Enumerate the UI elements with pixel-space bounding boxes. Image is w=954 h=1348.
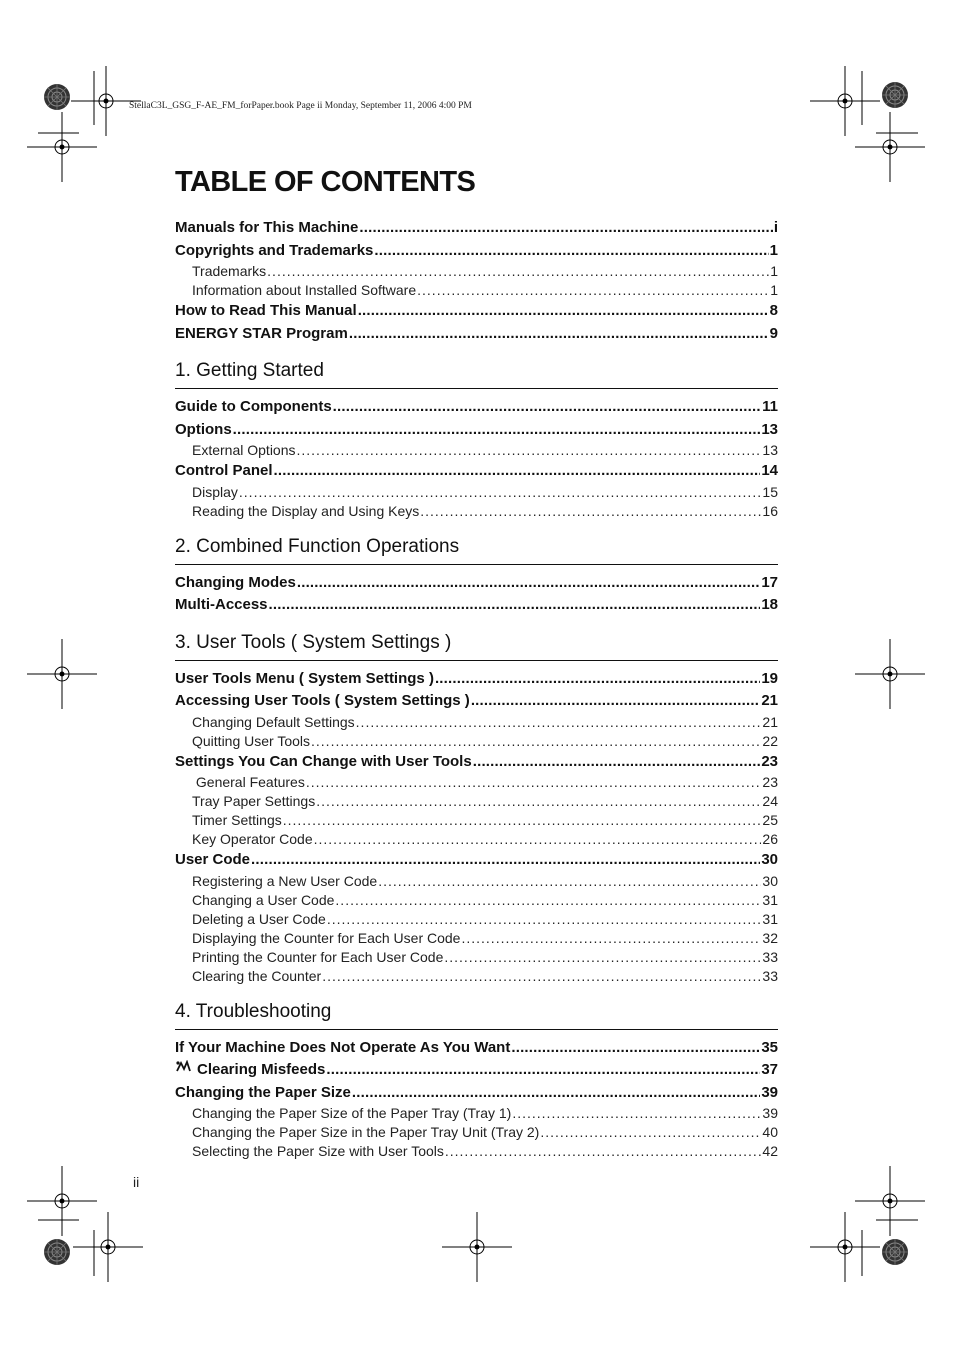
- page-title: TABLE OF CONTENTS: [175, 166, 476, 198]
- toc-entry-title: Settings You Can Change with User Tools: [175, 752, 472, 770]
- toc-page-number: 24: [762, 793, 778, 809]
- toc-entry-title: ENERGY STAR Program: [175, 324, 348, 342]
- toc-page-number: 9: [769, 324, 778, 342]
- toc-page-number: 33: [762, 948, 778, 965]
- toc-entry-title: Quitting User Tools: [192, 732, 311, 749]
- toc-entry-title: Changing the Paper Size: [175, 1083, 351, 1101]
- toc-entry-title: Deleting a User Code: [192, 910, 326, 927]
- toc-page-number: 18: [761, 596, 778, 613]
- toc-entry-title: Displaying the Counter for Each User Code: [192, 929, 461, 946]
- toc-page-number: 16: [762, 502, 778, 519]
- chapter-heading[interactable]: 4. Troubleshooting: [175, 1001, 778, 1030]
- toc-entry-title: Key Operator Code: [192, 831, 313, 847]
- toc-page-number: 25: [762, 812, 778, 828]
- toc-entry-title: External Options: [192, 442, 296, 458]
- toc-page-number: 31: [762, 891, 778, 908]
- toc-entry-title: Changing Modes: [175, 573, 296, 591]
- toc-page-number: 31: [762, 910, 778, 927]
- toc-entry-title: Changing a User Code: [192, 891, 335, 908]
- chapter-heading[interactable]: 3. User Tools ( System Settings ): [175, 632, 778, 661]
- toc-entry-title: Timer Settings: [192, 812, 282, 828]
- toc-entry-title: Manuals for This Machine: [175, 219, 359, 236]
- toc-entry-title: Printing the Counter for Each User Code: [192, 948, 444, 965]
- toc-page-number: 35: [761, 1038, 778, 1056]
- toc-entry-title: Guide to Components: [175, 398, 332, 415]
- toc-page-number: 1: [770, 263, 778, 279]
- toc-entry-title: General Features: [192, 774, 305, 790]
- toc-entry-title: If Your Machine Does Not Operate As You Want: [175, 1038, 511, 1056]
- toc-entry-title: How to Read This Manual: [175, 302, 357, 319]
- toc-entry-title: Changing the Paper Size in the Paper Tray Unit (Tray 2): [192, 1124, 540, 1140]
- toc-page-number: 40: [762, 1124, 778, 1140]
- toc-entry-title: Multi-Access: [175, 596, 268, 613]
- toc-entry-title: Changing Default Settings: [192, 713, 355, 730]
- toc-page-number: 11: [762, 398, 778, 415]
- toc-entry-title: Reading the Display and Using Keys: [192, 502, 420, 519]
- toc-page-number: 26: [762, 831, 778, 847]
- toc-page-number: 39: [762, 1105, 778, 1121]
- toc-page-number: 23: [761, 752, 778, 770]
- toc-page-number: 1: [769, 241, 778, 259]
- toc-page-number: 30: [762, 872, 778, 889]
- toc-entry-title: Options: [175, 420, 232, 438]
- chapter-heading[interactable]: 1. Getting Started: [175, 360, 778, 389]
- toc-entry-title: User Tools Menu ( System Settings ): [175, 669, 434, 687]
- crop-marks-bottom-left: [27, 1166, 143, 1282]
- page-number: ii: [133, 1174, 140, 1190]
- toc-page-number: 39: [761, 1083, 778, 1101]
- toc-entry-title: Selecting the Paper Size with User Tools: [192, 1143, 444, 1159]
- toc-page-number: 14: [761, 462, 778, 479]
- toc-page-number: i: [773, 219, 778, 236]
- crop-marks-top-right: [810, 66, 925, 182]
- toc-page-number: 33: [762, 967, 778, 984]
- toc-entry-title: User Code: [175, 851, 251, 868]
- toc-page-number: 19: [761, 669, 778, 687]
- toc-entry-title: Clearing the Counter: [192, 967, 322, 984]
- toc-entry-title: Clearing Misfeeds: [197, 1061, 326, 1078]
- crop-marks-top-left: [27, 66, 141, 182]
- toc-entry-title: Copyrights and Trademarks: [175, 241, 374, 259]
- toc-page-number: 8: [769, 302, 778, 319]
- toc-page-number: 42: [762, 1143, 778, 1159]
- crop-marks-middle: [27, 639, 925, 709]
- toc-page-number: 23: [762, 774, 778, 790]
- toc-page-number: 15: [762, 483, 778, 500]
- toc-page-number: 32: [762, 929, 778, 946]
- toc-entry-title: Changing the Paper Size of the Paper Tray (Tray 1): [192, 1105, 512, 1121]
- toc-entry-title: Information about Installed Software: [192, 282, 417, 298]
- toc-entry-title: Control Panel: [175, 462, 273, 479]
- toc-page-number: 22: [762, 732, 778, 749]
- toc-page-number: 21: [762, 713, 778, 730]
- toc-page-number: 13: [761, 420, 778, 438]
- toc-entry-title: Trademarks: [192, 263, 267, 279]
- toc-entry-title: Accessing User Tools ( System Settings ): [175, 692, 470, 709]
- toc-page-number: 17: [761, 573, 778, 591]
- toc-entry-title: Display: [192, 483, 238, 500]
- chapter-heading[interactable]: 2. Combined Function Operations: [175, 536, 778, 565]
- crop-marks-bottom-right: [810, 1166, 925, 1282]
- toc-page-number: 1: [770, 282, 778, 298]
- crop-marks-bottom-center: [442, 1212, 512, 1282]
- toc-page-number: 21: [761, 692, 778, 709]
- toc-page-number: 30: [761, 851, 778, 868]
- toc-page-number: 37: [761, 1061, 778, 1078]
- print-header-note: StellaC3L_GSG_F-AE_FM_forPaper.book Page ii Monday, September 11, 2006 4:00 PM: [129, 101, 472, 111]
- toc-page-number: 13: [762, 442, 778, 458]
- toc-entry-title: Tray Paper Settings: [192, 793, 316, 809]
- toc-entry-title: Registering a New User Code: [192, 872, 378, 889]
